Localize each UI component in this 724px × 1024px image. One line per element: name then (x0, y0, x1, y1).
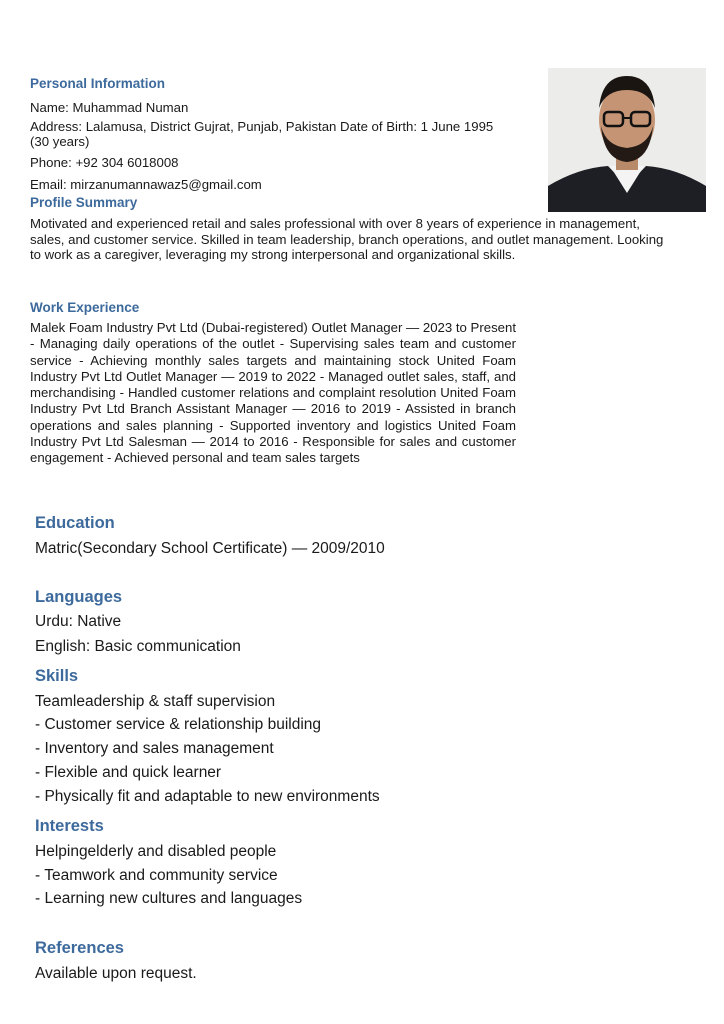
interest-item: Helpingelderly and disabled people (35, 843, 277, 860)
skill-item: - Physically fit and adaptable to new environments (35, 788, 380, 806)
education-heading: Education (35, 514, 115, 532)
interest-item: - Teamwork and community service (35, 867, 278, 885)
interests-heading: Interests (35, 817, 104, 835)
references-heading: References (35, 939, 124, 957)
profile-heading: Profile Summary (30, 195, 138, 210)
education-text: Matric(Secondary School Certificate) — 2009/2010 (35, 540, 385, 557)
work-heading: Work Experience (30, 300, 140, 315)
profile-text: Motivated and experienced retail and sales professional with over 8 years of experience in management, sales, and customer service. Skilled in team leadership, branch operations, and outlet management. Looking to work as a caregiver, leveraging my strong interpersonal and organizational skills. (30, 216, 664, 262)
work-text: Malek Foam Industry Pvt Ltd (Dubai-registered) Outlet Manager — 2023 to Present - Managing daily operations of the outlet - Supervising sales team and customer service - Achieving monthly sales targets and maintaining stock United Foam Industry Pvt Ltd Outlet Manager — 2019 to 2022 - Managed outlet sales, staff, and merchandising - Handled customer relations and complaint resolution United Foam Industry Pvt Ltd Branch Assistant Manager — 2016 to 2019 - Assisted in branch operations and sales planning - Supported inventory and logistics United Foam Industry Pvt Ltd Salesman — 2014 to 2016 - Responsible for sales and customer engagement - Achieved personal and team sales targets (30, 320, 516, 466)
skill-item: - Inventory and sales management (35, 740, 274, 758)
personal-email: Email: mirzanumannawaz5@gmail.com (30, 177, 262, 192)
skills-heading: Skills (35, 667, 79, 685)
profile-photo (548, 68, 706, 212)
personal-address: Address: Lalamusa, District Gujrat, Punjab, Pakistan Date of Birth: 1 June 1995 (30 years) (30, 119, 494, 149)
skill-item: Teamleadership & staff supervision (35, 693, 276, 710)
language-item: English: Basic communication (35, 638, 241, 655)
personal-phone: Phone: +92 304 6018008 (30, 155, 179, 170)
personal-name: Name: Muhammad Numan (30, 100, 189, 115)
skill-item: - Customer service & relationship building (35, 716, 321, 734)
personal-heading: Personal Information (30, 76, 166, 91)
language-item: Urdu: Native (35, 613, 122, 630)
references-text: Available upon request. (35, 965, 197, 982)
interest-item: - Learning new cultures and languages (35, 890, 302, 908)
languages-heading: Languages (35, 588, 123, 606)
skill-item: - Flexible and quick learner (35, 764, 221, 782)
